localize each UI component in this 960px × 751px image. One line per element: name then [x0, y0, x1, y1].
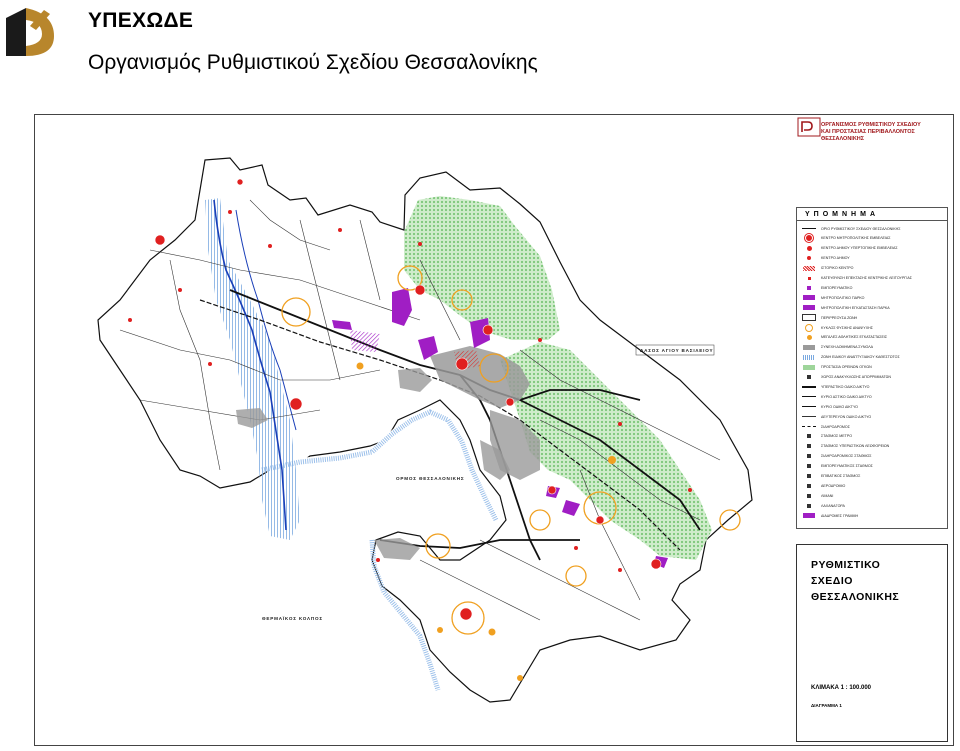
legend-label: ΚΥΡΙΟ ΑΣΤΙΚΟ ΟΔΙΚΟ ΔΙΚΤΥΟ [821, 394, 872, 399]
plan-title-box [796, 544, 948, 742]
legend-item [801, 392, 872, 401]
page-subtitle: Οργανισμός Ρυθμιστικού Σχεδίου Θεσσαλονίκης [88, 51, 538, 74]
legend-label: ΜΕΓΑΛΕΣ ΑΘΛΗΤΙΚΕΣ ΕΓΚΑΤΑΣΤΑΣΕΙΣ [821, 335, 888, 340]
legend-item [801, 472, 860, 481]
label-aisle-forest: ΔΑΣΟΣ ΑΓΙΟΥ ΒΑΣΙΛΕΙΟΥ [640, 348, 714, 353]
label-thermaic-gulf: ΘΕΡΜΑΪΚΟΣ ΚΟΛΠΟΣ [262, 616, 323, 621]
legend-item [801, 432, 852, 441]
legend-symbol [801, 383, 817, 390]
legend-label: ΑΕΡΟΔΡΟΜΙΟ [821, 483, 846, 488]
legend-item [801, 501, 845, 510]
legend-symbol [801, 473, 817, 480]
legend-item [801, 224, 900, 233]
legend-item [801, 333, 887, 342]
legend-item [801, 323, 873, 332]
legend-item [801, 234, 890, 243]
legend-symbol [801, 334, 817, 341]
legend-label: ΖΩΝΗ ΕΙΔΙΚΟΥ ΑΝΑΠΤΥΞΙΑΚΟΥ ΚΑΘΕΣΤΩΤΟΣ [821, 355, 900, 360]
legend-item [801, 264, 853, 273]
legend-symbol [801, 235, 817, 242]
sheet-number: ΔΙΑΓΡΑΜΜΑ 1 [811, 703, 842, 708]
legend-item [801, 353, 900, 362]
legend-label: ΕΠΙΒΑΤΙΚΟΣ ΣΤΑΘΜΟΣ [821, 474, 861, 478]
legend-label: ΣΥΝΕΧΗ ΔΟΜΗΜΕΝΑ ΣΥΝΟΛΑ [821, 345, 874, 350]
plan-title-line3: ΘΕΣΣΑΛΟΝΙΚΗΣ [811, 591, 900, 603]
legend-label: ΚΥΚΛΟΣ ΦΥΣΙΚΗΣ ΑΝΑΨΥΧΗΣ [821, 325, 873, 330]
legend-item [801, 373, 891, 382]
legend-label: ΛΑΧΑΝΑΓΟΡΑ [821, 503, 845, 508]
legend-item [801, 422, 850, 431]
legend-label: ΚΥΡΙΟ ΟΔΙΚΟ ΔΙΚΤΥΟ [821, 404, 858, 409]
legend-symbol [801, 443, 817, 450]
legend-label: ΜΗΤΡΟΠΟΛΙΤΙΚΗ ΕΓΚΑΤΑΣΤΑΣΗ ΠΑΡΚΑ [821, 305, 890, 310]
page-title: ΥΠΕΧΩΔΕ [88, 9, 194, 32]
legend-symbol [801, 275, 817, 282]
legend-symbol [801, 284, 817, 291]
legend-item [801, 452, 872, 461]
legend-label: ΕΜΠΟΡΕΥΜΑΤΙΚΟ [821, 285, 853, 290]
legend-label: ΣΙΔΗΡΟΔΡΟΜΟΣ [821, 424, 850, 429]
organization-line2: ΚΑΙ ΠΡΟΣΤΑΣΙΑΣ ΠΕΡΙΒΑΛΛΟΝΤΟΣ ΘΕΣΣΑΛΟΝΙΚΗΣ [821, 129, 915, 142]
legend-label: ΜΗΤΡΟΠΟΛΙΤΙΚΟ ΠΑΡΚΟ [821, 295, 865, 300]
legend-symbol [801, 304, 817, 311]
legend-symbol [801, 403, 817, 410]
legend-symbol [801, 364, 817, 371]
legend-item [801, 363, 872, 372]
legend-label: ΟΡΙΟ ΡΥΘΜΙΣΤΙΚΟΥ ΣΧΕΔΙΟΥ ΘΕΣΣΑΛΟΝΙΚΗΣ [821, 226, 901, 231]
legend-label: ΚΑΤΕΥΘΥΝΣΗ ΕΠΕΚΤΑΣΗΣ ΚΕΝΤΡΙΚΗΣ ΛΕΙΤΟΥΡΓΙΑΣ [821, 276, 912, 280]
legend-label: ΠΕΡΙΡΡΕΟΥΣΑ ΖΩΝΗ [821, 315, 858, 320]
legend-label: ΣΙΔΗΡΟΔΡΟΜΙΚΟΣ ΣΤΑΘΜΟΣ [821, 454, 872, 459]
legend-symbol [801, 374, 817, 381]
legend-symbol [801, 294, 817, 301]
legend-label: ΚΕΝΤΡΟ ΔΗΜΟΥ ΥΠΕΡΤΟΠΙΚΗΣ ΕΜΒΕΛΕΙΑΣ [821, 246, 898, 251]
map-scale: ΚΛΙΜΑΚΑ 1 : 100.000 [811, 685, 872, 691]
legend-label: ΔΕΥΤΕΡΕΥΟΝ ΟΔΙΚΟ ΔΙΚΤΥΟ [821, 414, 872, 419]
legend-label: ΙΣΤΟΡΙΚΟ ΚΕΝΤΡΟ [821, 266, 854, 271]
legend-symbol [801, 413, 817, 420]
legend-item [801, 511, 858, 520]
legend-item [801, 402, 858, 411]
plan-title-line2: ΣΧΕΔΙΟ [811, 575, 853, 587]
organization-line1: ΟΡΓΑΝΙΣΜΟΣ ΡΥΘΜΙΣΤΙΚΟΥ ΣΧΕΔΙΟΥ [821, 122, 921, 128]
legend-item [801, 462, 873, 471]
legend-item [801, 283, 852, 292]
legend-label: ΥΠΕΡΑΣΤΙΚΟ ΟΔΙΚΟ ΔΙΚΤΥΟ [821, 384, 870, 389]
legend-symbol [801, 255, 817, 262]
legend-item [801, 442, 889, 451]
legend-symbol [801, 324, 817, 331]
legend-symbol [801, 245, 817, 252]
legend-symbol [801, 423, 817, 430]
legend-symbol [801, 393, 817, 400]
legend-label: ΕΜΠΟΡΕΥΜΑΤΙΚΟΣ ΣΤΑΘΜΟΣ [821, 464, 873, 469]
legend-title: ΥΠΟΜΝΗΜΑ [797, 208, 947, 221]
legend-item [801, 313, 857, 322]
legend-label: ΚΕΝΤΡΟ ΔΗΜΟΥ [821, 256, 850, 261]
legend-item [801, 481, 845, 490]
legend-item [801, 382, 869, 391]
legend-item [801, 293, 864, 302]
legend-symbol [801, 344, 817, 351]
legend-label: ΣΤΑΘΜΟΣ ΜΕΤΡΟ [821, 434, 853, 439]
legend-item [801, 412, 871, 421]
legend-item [801, 303, 890, 312]
legend-label: ΚΕΝΤΡΟ ΜΗΤΡΟΠΟΛΙΤΙΚΗΣ ΕΜΒΕΛΕΙΑΣ [821, 236, 891, 241]
label-gulf-thessaloniki: ΟΡΜΟΣ ΘΕΣΣΑΛΟΝΙΚΗΣ [396, 476, 465, 481]
legend-symbol [801, 433, 817, 440]
legend-label: ΠΡΟΣΤΑΣΙΑ ΟΡΕΙΝΩΝ ΟΓΚΩΝ [821, 365, 872, 370]
legend-label: ΧΩΡΟΣ ΑΝΑΚΥΚΛΩΣΗΣ ΑΠΟΡΡΙΜΜΑΤΩΝ [821, 375, 891, 379]
map-legend [796, 207, 948, 529]
legend-item [801, 491, 833, 500]
legend-label: ΣΤΑΘΜΟΣ ΥΠΕΡΑΣΤΙΚΩΝ ΛΕΩΦΟΡΕΙΩΝ [821, 444, 890, 449]
legend-symbol [801, 265, 817, 272]
plan-title-line1: ΡΥΘΜΙΣΤΙΚΟ [811, 559, 881, 571]
legend-symbol [801, 482, 817, 489]
legend-label: ΛΙΜΑΝΙ [821, 493, 834, 498]
legend-symbol [801, 453, 817, 460]
legend-symbol [801, 225, 817, 232]
legend-symbol [801, 502, 817, 509]
legend-item [801, 274, 912, 283]
legend-item [801, 244, 898, 253]
legend-symbol [801, 354, 817, 361]
legend-item [801, 254, 850, 263]
legend-item [801, 343, 873, 352]
legend-symbol [801, 463, 817, 470]
legend-label: ΔΙΑΔΡΟΜΕΣ ΓΡΑΜΜΗ [821, 513, 859, 518]
legend-symbol [801, 314, 817, 321]
legend-symbol [801, 512, 817, 519]
legend-symbol [801, 492, 817, 499]
